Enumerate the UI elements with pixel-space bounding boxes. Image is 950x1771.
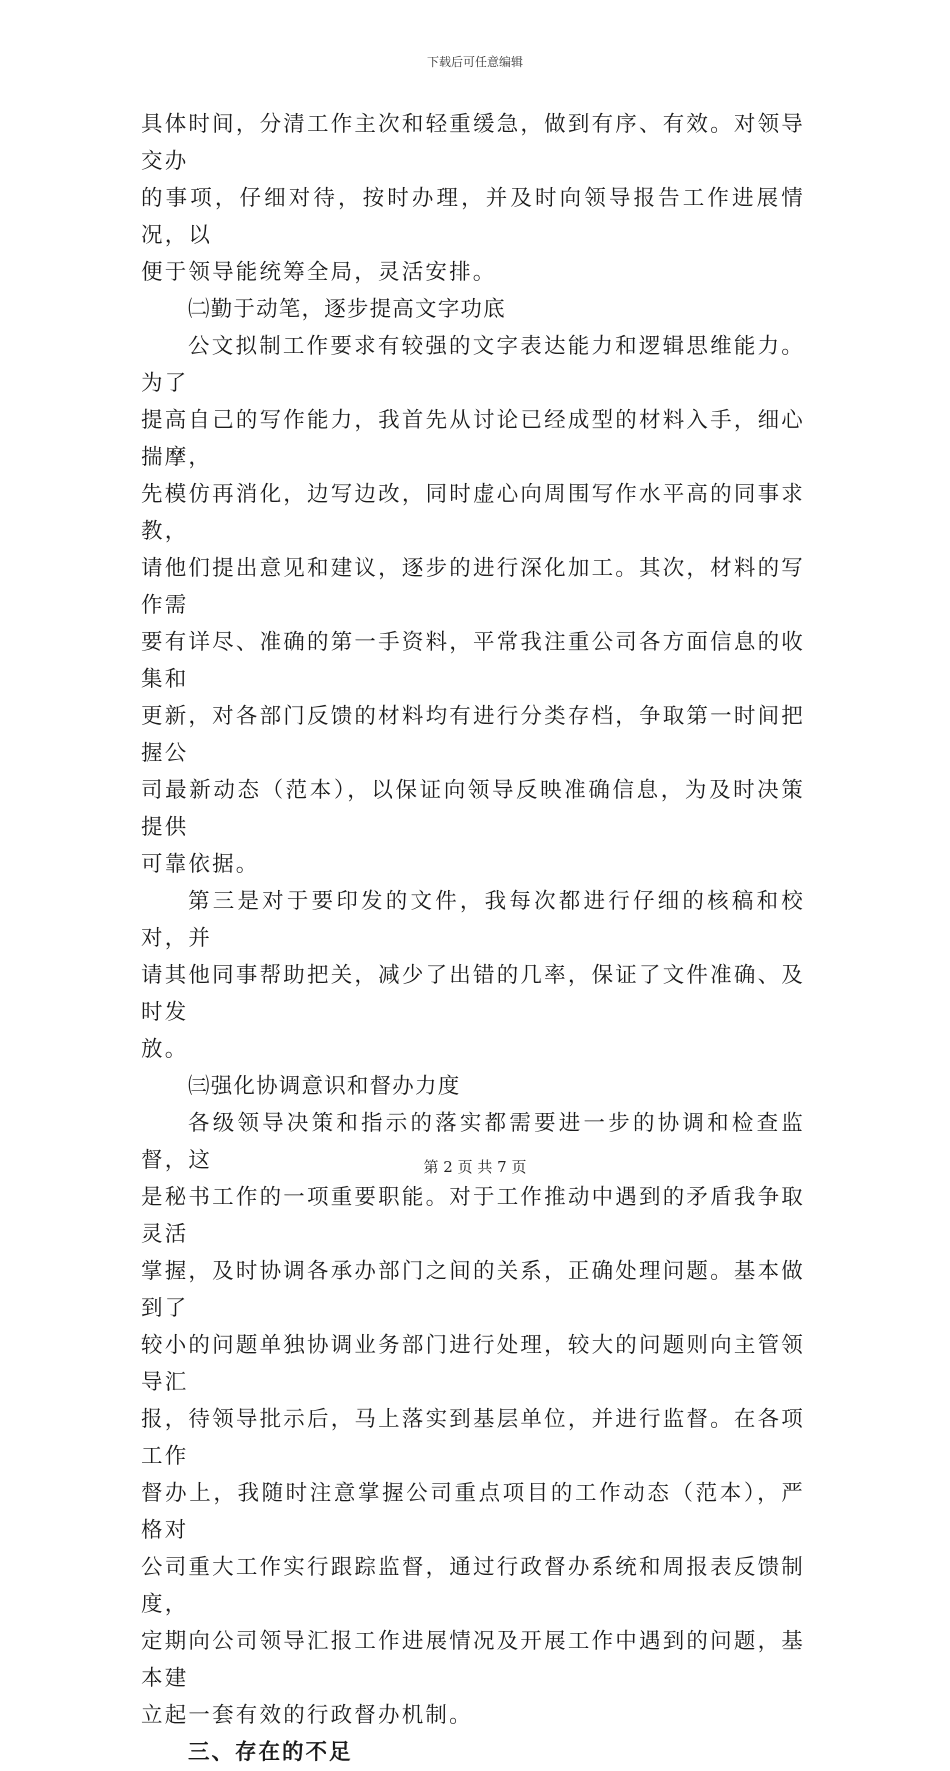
document-body <box>141 106 805 1771</box>
section-heading-shortcomings: 三、存在的不足 <box>188 1740 353 1765</box>
page-header-note: 下载后可任意编辑 <box>426 55 523 69</box>
paragraph-document-proofreading: 第三是对于要印发的文件，我每次都进行仔细的核稿和校对，并 请其他同事帮助把关，减少了出错的几率，保证了文件准确、及时发 放。 <box>141 889 805 1062</box>
page-number: 第 2 页 共 7 页 <box>423 1158 527 1176</box>
paragraph-coordination: 各级领导决策和指示的落实都需要进一步的协调和检查监督，这 是秘书工作的一项重要职能。对于工作推动中遇到的矛盾我争取灵活 掌握，及时协调各承办部门之间的关系，正确处理问题。基本做到了 较小的问题单独协调业务部门进行处理，较大的问题则向主管领导汇 报，待领导批示后，马上落实到基层单位，并进行监督。在各项工作 督办上，我随时注意掌握公司重点项目的工作动态（范本），严格对 公司重大工作实行跟踪监督，通过行政督办系统和周报表反馈制度， 定期向公司领导汇报工作进展情况及开展工作中遇到的问题，基本建 立起一套有效的行政督办机制。 <box>141 1111 805 1728</box>
subheading-coordination-supervision: ㈢强化协调意识和督办力度 <box>188 1074 461 1099</box>
paragraph-work-priorities: 具体时间，分清工作主次和轻重缓急，做到有序、有效。对领导交办 的事项，仔细对待，按时办理，并及时向领导报告工作进展情况，以 便于领导能统筹全局，灵活安排。 <box>141 112 805 285</box>
subheading-writing-skills: ㈡勤于动笔，逐步提高文字功底 <box>188 297 506 322</box>
paragraph-writing-ability: 公文拟制工作要求有较强的文字表达能力和逻辑思维能力。为了 提高自己的写作能力，我首先从讨论已经成型的材料入手，细心揣摩， 先模仿再消化，边写边改，同时虚心向周围写作水平高的同事求教， 请他们提出意见和建议，逐步的进行深化加工。其次，材料的写作需 要有详尽、准确的第一手资料，平常我注重公司各方面信息的收集和 更新，对各部门反馈的材料均有进行分类存档，争取第一时间把握公 司最新动态（范本），以保证向领导反映准确信息，为及时决策提供 可靠依据。 <box>141 334 805 877</box>
